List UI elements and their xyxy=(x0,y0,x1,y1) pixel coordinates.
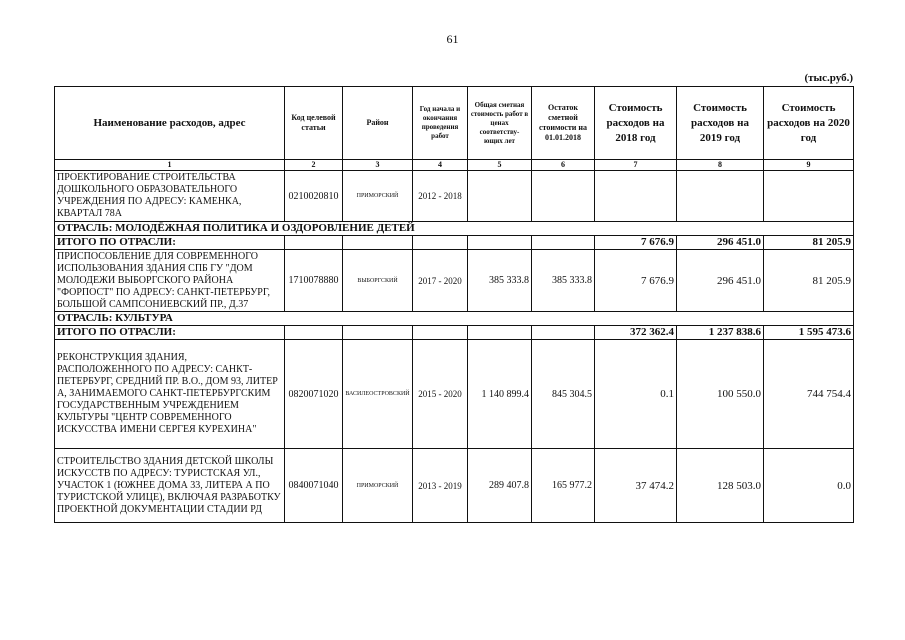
row-remaining: 165 977.2 xyxy=(532,449,595,523)
row-remaining xyxy=(532,171,595,222)
row-total-cost: 385 333.8 xyxy=(468,250,532,312)
row-name: ПРИСПОСОБЛЕНИЕ ДЛЯ СОВРЕМЕННОГО ИСПОЛЬЗОВАНИЯ ЗДАНИЯ СПБ ГУ "ДОМ МОЛОДЕЖИ ВЫБОРГСКОГО РАЙОНА "ФОРПОСТ" ПО АДРЕСУ: САНКТ-ПЕТЕРБУРГ, БОЛЬШОЙ САМПСОНИЕВСКИЙ ПР., Д.37 xyxy=(55,250,285,312)
row-cost-2020 xyxy=(764,171,854,222)
section-total-2018: 372 362.4 xyxy=(595,326,677,340)
row-code: 0820071020 xyxy=(285,340,343,449)
row-cost-2019: 296 451.0 xyxy=(677,250,764,312)
row-total-cost: 289 407.8 xyxy=(468,449,532,523)
header-code: Код целевой статьи xyxy=(285,87,343,160)
header-cost-2019: Стоимость расходов на 2019 год xyxy=(677,87,764,160)
section-title-row xyxy=(55,222,854,236)
row-period: 2017 - 2020 xyxy=(413,250,468,312)
header-total-cost: Общая сметная стоимость работ в ценах соответству- ющих лет xyxy=(468,87,532,160)
column-number: 8 xyxy=(677,160,764,171)
row-period: 2013 - 2019 xyxy=(413,449,468,523)
column-number: 9 xyxy=(764,160,854,171)
row-cost-2018 xyxy=(595,171,677,222)
section-title: ОТРАСЛЬ: МОЛОДЁЖНАЯ ПОЛИТИКА И ОЗДОРОВЛЕНИЕ ДЕТЕЙ xyxy=(55,222,854,236)
column-number: 3 xyxy=(343,160,413,171)
row-code: 0210020810 xyxy=(285,171,343,222)
column-number: 6 xyxy=(532,160,595,171)
budget-table xyxy=(54,86,854,523)
section-total-row xyxy=(55,326,854,340)
header-name: Наименование расходов, адрес xyxy=(55,87,285,160)
section-total-2019: 1 237 838.6 xyxy=(677,326,764,340)
row-code: 0840071040 xyxy=(285,449,343,523)
row-cost-2020: 0.0 xyxy=(764,449,854,523)
column-number-row xyxy=(55,160,854,171)
row-district: ВАСИЛЕОСТРОВСКИЙ xyxy=(343,340,413,449)
section-total-2018: 7 676.9 xyxy=(595,236,677,250)
header-cost-2018: Стоимость расходов на 2018 год xyxy=(595,87,677,160)
header-district: Район xyxy=(343,87,413,160)
table-row xyxy=(55,340,854,449)
header-remaining: Остаток сметной стоимости на 01.01.2018 xyxy=(532,87,595,160)
row-cost-2018: 7 676.9 xyxy=(595,250,677,312)
section-title-row xyxy=(55,312,854,326)
table-row xyxy=(55,449,854,523)
row-remaining: 845 304.5 xyxy=(532,340,595,449)
row-district: ВЫБОРГСКИЙ xyxy=(343,250,413,312)
row-cost-2019: 128 503.0 xyxy=(677,449,764,523)
row-total-cost xyxy=(468,171,532,222)
column-number: 7 xyxy=(595,160,677,171)
row-cost-2019 xyxy=(677,171,764,222)
page-number: 61 xyxy=(446,32,459,46)
row-period: 2015 - 2020 xyxy=(413,340,468,449)
row-name: ПРОЕКТИРОВАНИЕ СТРОИТЕЛЬСТВА ДОШКОЛЬНОГО ОБРАЗОВАТЕЛЬНОГО УЧРЕЖДЕНИЯ ПО АДРЕСУ: КАМЕНКА, КВАРТАЛ 78А xyxy=(55,171,285,222)
row-name: СТРОИТЕЛЬСТВО ЗДАНИЯ ДЕТСКОЙ ШКОЛЫ ИСКУССТВ ПО АДРЕСУ: ТУРИСТСКАЯ УЛ., УЧАСТОК 1 (ЮЖНЕЕ ДОМА 33, ЛИТЕРА А ПО ТУРИСТСКОЙ УЛИЦЕ), ВКЛЮЧАЯ РАЗРАБОТКУ ПРОЕКТНОЙ ДОКУМЕНТАЦИИ СТАДИИ РД xyxy=(55,449,285,523)
units-label: (тыс.руб.) xyxy=(804,72,853,84)
column-number: 5 xyxy=(468,160,532,171)
row-total-cost: 1 140 899.4 xyxy=(468,340,532,449)
column-number: 2 xyxy=(285,160,343,171)
column-number: 4 xyxy=(413,160,468,171)
row-period: 2012 - 2018 xyxy=(413,171,468,222)
header-row xyxy=(55,87,854,160)
section-total-2020: 1 595 473.6 xyxy=(764,326,854,340)
row-district: ПРИМОРСКИЙ xyxy=(343,449,413,523)
row-code: 1710078880 xyxy=(285,250,343,312)
column-number: 1 xyxy=(55,160,285,171)
section-total-2020: 81 205.9 xyxy=(764,236,854,250)
header-cost-2020: Стоимость расходов на 2020 год xyxy=(764,87,854,160)
header-period: Год начала и окончания проведения работ xyxy=(413,87,468,160)
row-cost-2020: 81 205.9 xyxy=(764,250,854,312)
section-total-2019: 296 451.0 xyxy=(677,236,764,250)
row-cost-2018: 37 474.2 xyxy=(595,449,677,523)
section-title: ОТРАСЛЬ: КУЛЬТУРА xyxy=(55,312,854,326)
row-name: РЕКОНСТРУКЦИЯ ЗДАНИЯ, РАСПОЛОЖЕННОГО ПО АДРЕСУ: САНКТ-ПЕТЕРБУРГ, СРЕДНИЙ ПР. В.О., ДОМ 93, ЛИТЕР А, ЗАНИМАЕМОГО САНКТ-ПЕТЕРБУРГСКИМ ГОСУДАРСТВЕННЫМ УЧРЕЖДЕНИЕМ КУЛЬТУРЫ "ЦЕНТР СОВРЕМЕННОГО ИСКУССТВА ИМЕНИ СЕРГЕЯ КУРЕХИНА" xyxy=(55,340,285,449)
table-row xyxy=(55,250,854,312)
section-total-label: ИТОГО ПО ОТРАСЛИ: xyxy=(55,236,285,250)
section-total-label: ИТОГО ПО ОТРАСЛИ: xyxy=(55,326,285,340)
row-cost-2020: 744 754.4 xyxy=(764,340,854,449)
row-cost-2018: 0.1 xyxy=(595,340,677,449)
row-district: ПРИМОРСКИЙ xyxy=(343,171,413,222)
table-row xyxy=(55,171,854,222)
row-cost-2019: 100 550.0 xyxy=(677,340,764,449)
section-total-row xyxy=(55,236,854,250)
row-remaining: 385 333.8 xyxy=(532,250,595,312)
